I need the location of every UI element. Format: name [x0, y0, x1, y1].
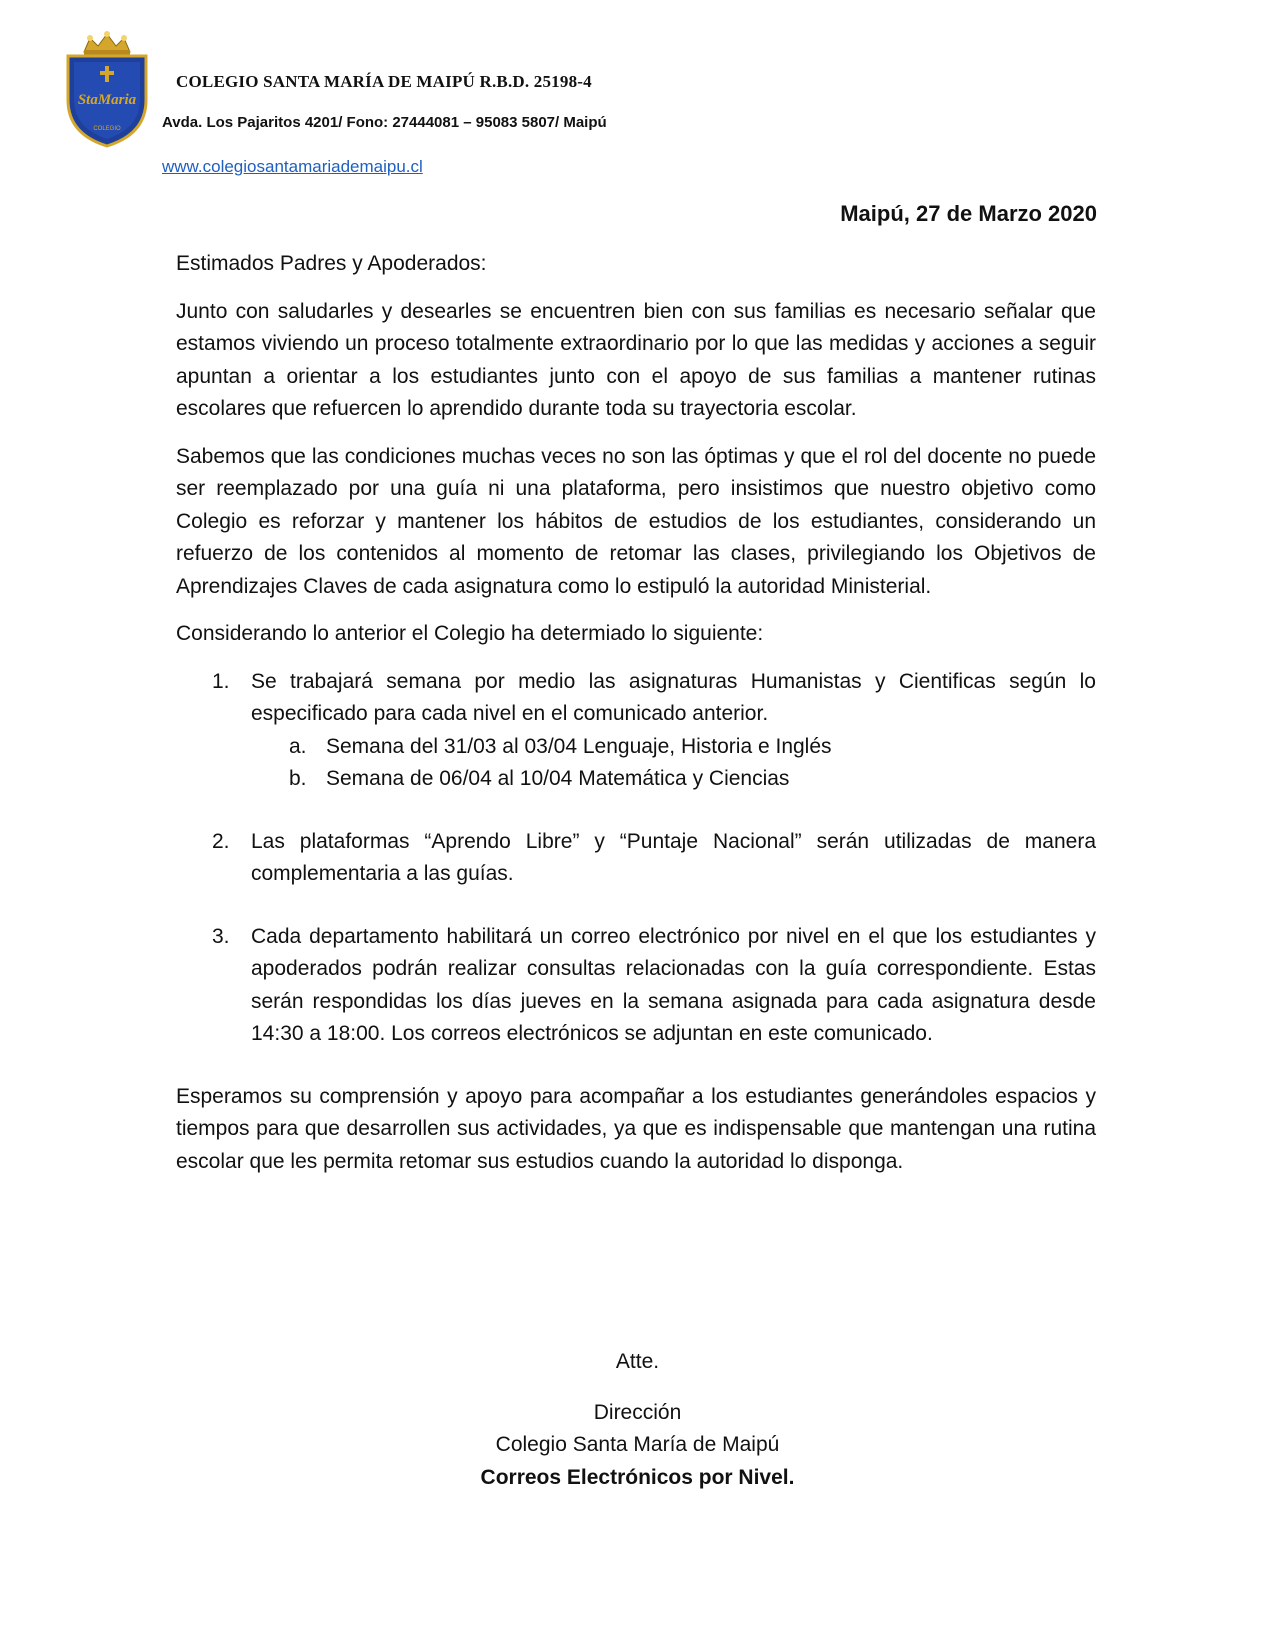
school-crest-logo: [62, 30, 152, 150]
list-item-text: Se trabajará semana por medio las asignaturas Humanistas y Cientificas según lo especificado para cada nivel en el comunicado anterior.: [251, 669, 1096, 725]
greeting: Estimados Padres y Apoderados:: [176, 252, 487, 275]
signature-atte: Atte.: [615, 1350, 660, 1373]
school-name: COLEGIO SANTA MARÍA DE MAIPÚ R.B.D. 25198-4: [176, 72, 592, 91]
list-number: 2.: [212, 829, 230, 853]
sub-item-b: [176, 763, 1096, 796]
letter-date: Maipú, 27 de Marzo 2020: [840, 201, 1097, 226]
list-item-3: [176, 921, 1096, 1051]
signature-line-3: Correos Electrónicos por Nivel.: [480, 1465, 795, 1489]
sub-item-text: Semana del 31/03 al 03/04 Lenguaje, Historia e Inglés: [326, 734, 832, 758]
closing-paragraph: Esperamos su comprensión y apoyo para acompañar a los estudiantes generándoles espacios y tiempos para que desarrollen sus actividades, ya que es indispensable que mantengan una rutina escolar que les permita retomar sus estudios cuando la autoridad lo disponga.: [176, 1084, 1096, 1173]
sub-item-text: Semana de 06/04 al 10/04 Matemática y Ciencias: [326, 767, 790, 790]
paragraph-3: Considerando lo anterior el Colegio ha determiado lo siguiente:: [176, 622, 764, 645]
sub-list: [251, 731, 1096, 796]
sub-letter: b.: [289, 767, 307, 790]
school-address: Avda. Los Pajaritos 4201/ Fono: 27444081 – 95083 5807/ Maipú: [162, 114, 607, 131]
signature-line-1: Dirección: [593, 1400, 682, 1424]
list-number: 3.: [212, 924, 230, 948]
list-item-1: [176, 666, 1096, 796]
signature-block: [0, 1346, 1275, 1494]
svg-text:StaMaria: StaMaria: [77, 92, 137, 108]
school-website-link[interactable]: www.colegiosantamariademaipu.cl: [162, 157, 423, 176]
paragraph-1: Junto con saludarles y desearles se encuentren bien con sus familias es necesario señalar que estamos viviendo un proceso totalmente extraordinario por lo que las medidas y acciones a seguir apuntan a orientar a los estudiantes junto con el apoyo de sus familias a mantener rutinas escolares que refuercen lo aprendido durante toda su trayectoria escolar.: [176, 299, 1096, 420]
paragraph-2: Sabemos que las condiciones muchas veces no son las óptimas y que el rol del docente no puede ser reemplazado por una guía ni una plataforma, pero insistimos que nuestro objetivo como Colegio es reforzar y mantener los hábitos de estudios de los estudiantes, considerando un refuerzo de los contenidos al momento de retomar las clases, privilegiando los Objetivos de Aprendizajes Claves de cada asignatura como lo estipuló la autoridad Ministerial.: [176, 444, 1096, 598]
list-number: 1.: [212, 669, 230, 693]
list-item-text: Las plataformas “Aprendo Libre” y “Puntaje Nacional” serán utilizadas de manera complementaria a las guías.: [251, 829, 1096, 885]
signature-line-2: Colegio Santa María de Maipú: [495, 1433, 780, 1456]
list-item-2: [176, 826, 1096, 891]
sub-item-a: [176, 731, 1096, 764]
numbered-list: [176, 666, 1096, 1051]
list-item-text: Cada departamento habilitará un correo electrónico por nivel en el que los estudiantes y apoderados podrán realizar consultas relacionadas con la guía correspondiente. Estas serán respondidas los días jueves en la semana asignada para cada asignatura desde 14:30 a 18:00. Los correos electrónicos se adjuntan en este comunicado.: [251, 924, 1096, 1045]
svg-text:COLEGIO: COLEGIO: [93, 126, 121, 132]
crown-icon: [84, 31, 130, 55]
letter-body: [176, 248, 1096, 1193]
sub-letter: a.: [289, 734, 307, 758]
